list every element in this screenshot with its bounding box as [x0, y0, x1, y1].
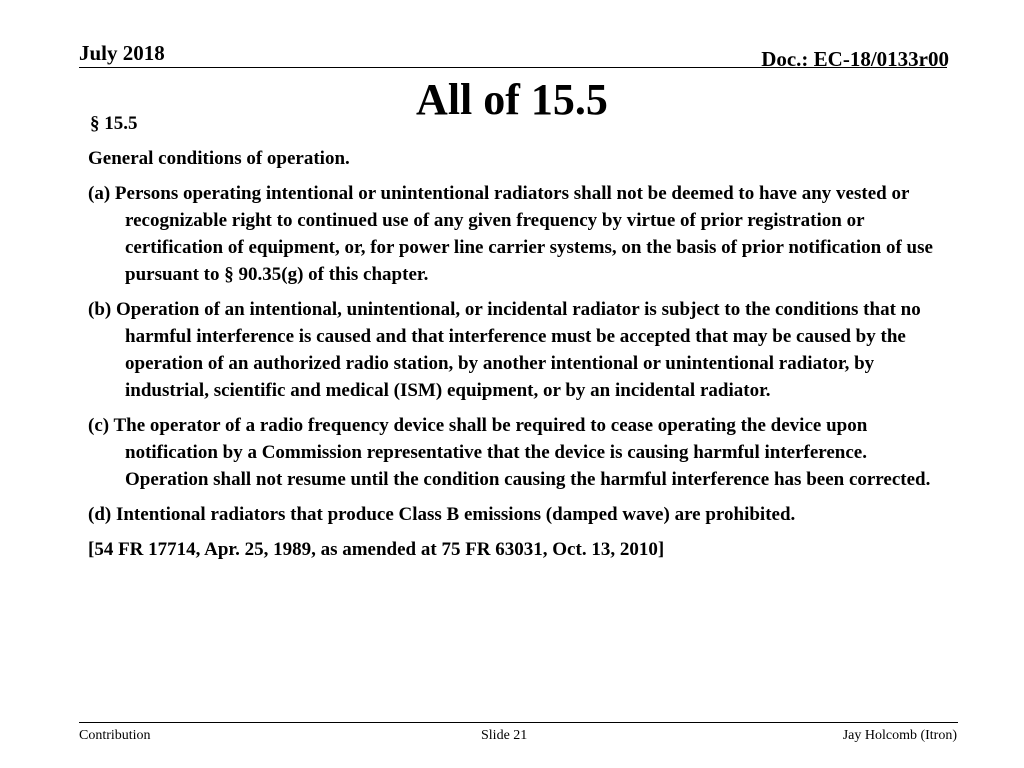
- header-date: July 2018: [79, 41, 165, 65]
- slide-body: [88, 110, 938, 571]
- paragraph-c: (c) The operator of a radio frequency device shall be required to cease operating the device upon notification by a Commission representative that the device is causing harmful interference. Operation shall not resume until the condition causing the harmful interference has been corrected.: [88, 415, 931, 490]
- paragraph-a: (a) Persons operating intentional or unintentional radiators shall not be deemed to have any vested or recognizable right to continued use of any given frequency by virtue of prior registration or certification of equipment, or, for power line carrier systems, on the basis of prior notification of use pursuant to § 90.35(g) of this chapter.: [88, 183, 933, 285]
- footer-label: Contribution: [79, 728, 151, 743]
- paragraph-d: (d) Intentional radiators that produce Class B emissions (damped wave) are prohibited.: [88, 504, 796, 525]
- slide-number: Slide 21: [481, 728, 528, 743]
- footer-divider: [79, 722, 958, 723]
- document-id: Doc.: EC-18/0133r00: [761, 47, 949, 71]
- section-reference: § 15.5: [90, 113, 138, 134]
- footer-author: Jay Holcomb (Itron): [842, 728, 957, 743]
- paragraph-b: (b) Operation of an intentional, unintentional, or incidental radiator is subject to the conditions that no harmful interference is caused and that interference must be accepted that may be caused by the operation of an authorized radio station, by another intentional or unintentional radiator, by industrial, scientific and medical (ISM) equipment, or by an incidental radiator.: [88, 299, 921, 401]
- slide-title: All of 15.5: [416, 75, 608, 124]
- section-heading: General conditions of operation.: [88, 148, 350, 169]
- citation: [54 FR 17714, Apr. 25, 1989, as amended at 75 FR 63031, Oct. 13, 2010]: [88, 539, 665, 560]
- header-divider: [79, 67, 947, 68]
